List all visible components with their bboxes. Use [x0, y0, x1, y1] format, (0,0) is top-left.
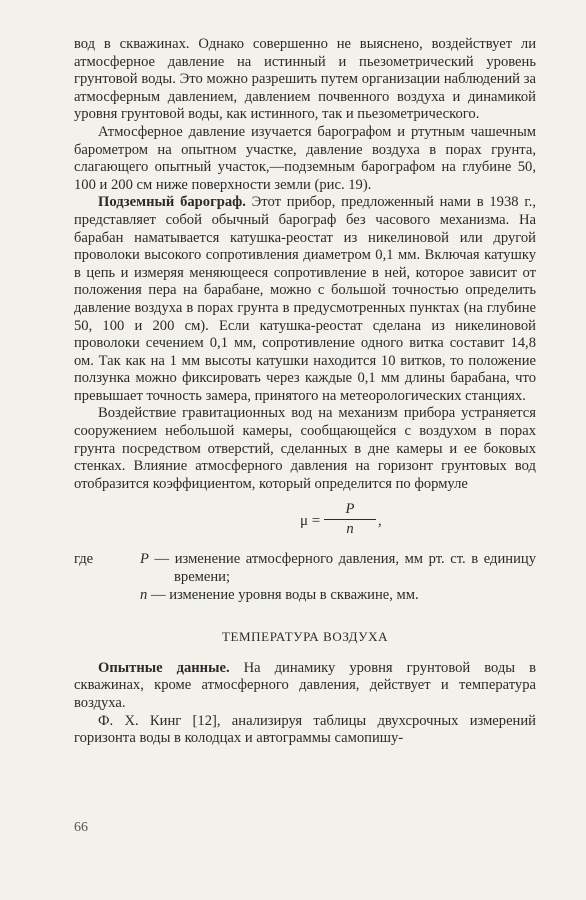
- legend-where-word: где: [74, 551, 94, 568]
- formula-numerator: P: [345, 501, 355, 518]
- paragraph-1: вод в скважинах. Однако совершенно не выяснено, воздействует ли атмосферное давление на истинный и пьезометрический уровень грунтовой воды. Это можно разрешить путем организации наблюдений за атмосферным давлением, давлением почвенного воздуха и динамикой уровня грунтовой воды, как истинного, так и пьезометрического.: [74, 36, 536, 123]
- paragraph-4: Воздействие гравитационных вод на механизм прибора устраняется сооружением небольшой камеры, сообщающейся с воздухом в порах грунта посредством отверстий, сделанных в дне камеры и ее боковых стенках. Влияние атмосферного давления на горизонт грунтовых вод отобразится коэффициентом, который определится по формуле: [74, 405, 536, 492]
- formula-legend: [74, 551, 536, 604]
- paragraph-3-title: Подземный барограф.: [98, 194, 246, 211]
- legend-row-n: [74, 587, 536, 605]
- paragraph-2: Атмосферное давление изучается барографом и ртутным чашечным барометром на опытном участке, давление воздуха в порах грунта, слагающего опытный участок,—подземным барографом на глубине 50, 100 и 200 см ниже поверхности земли (рис. 19).: [74, 123, 536, 193]
- formula-trail: ,: [378, 513, 382, 530]
- legend-text-n: — изменение уровня воды в скважине, мм.: [147, 586, 419, 603]
- paragraph-3-body: Этот прибор, предложенный нами в 1938 г., представляет собой обычный барограф без часового механизма. На барабан наматывается катушка-реостат из никелиновой или другой проволоки высокого сопротивления диаметром 0,1 мм. Включая катушку в цепь и измеряя меняющееся сопротивление в ней, которое зависит от положения пера на барабане, можно с большой точностью определить давление воздуха в порах грунта в предусмотренных пунктах (на глубине 50, 100 и 200 см). Если катушка-реостат сделана из никелиновой проволоки сечением 0,1 мм, сопротивление одного витка составит 14,8 ом. Так как на 1 мм высоты катушки находится 10 витков, то положение ползунка можно фиксировать через каждые 0,1 мм длины барабана, что превышает точность замера, принятого на метеорологических станциях.: [74, 194, 536, 404]
- legend-row-p: [74, 551, 536, 586]
- page-body: [74, 36, 536, 748]
- formula: [74, 497, 536, 545]
- legend-symbol-n: n: [140, 586, 148, 603]
- fraction-bar: [324, 519, 376, 520]
- section-title: ТЕМПЕРАТУРА ВОЗДУХА: [221, 629, 389, 645]
- legend-symbol-p: P: [140, 551, 149, 568]
- legend-text-p: — изменение атмосферного давления, мм рт. ст. в единицу времени;: [148, 551, 536, 586]
- paragraph-5-title: Опытные данные.: [98, 659, 230, 676]
- formula-denominator: n: [346, 521, 354, 538]
- paragraph-6: Ф. Х. Кинг [12], анализируя таблицы двухсрочных измерений горизонта воды в колодцах и автограммы самопишу-: [74, 712, 536, 747]
- formula-lhs: μ =: [300, 513, 321, 530]
- paragraph-5-body: На динамику уровня грунтовой воды в скважинах, кроме атмосферного давления, действует и температура воздуха.: [74, 659, 536, 711]
- formula-fraction: [324, 501, 376, 539]
- page-number: 66: [74, 820, 88, 835]
- paragraph-5: [74, 660, 536, 713]
- paragraph-3: [74, 194, 536, 405]
